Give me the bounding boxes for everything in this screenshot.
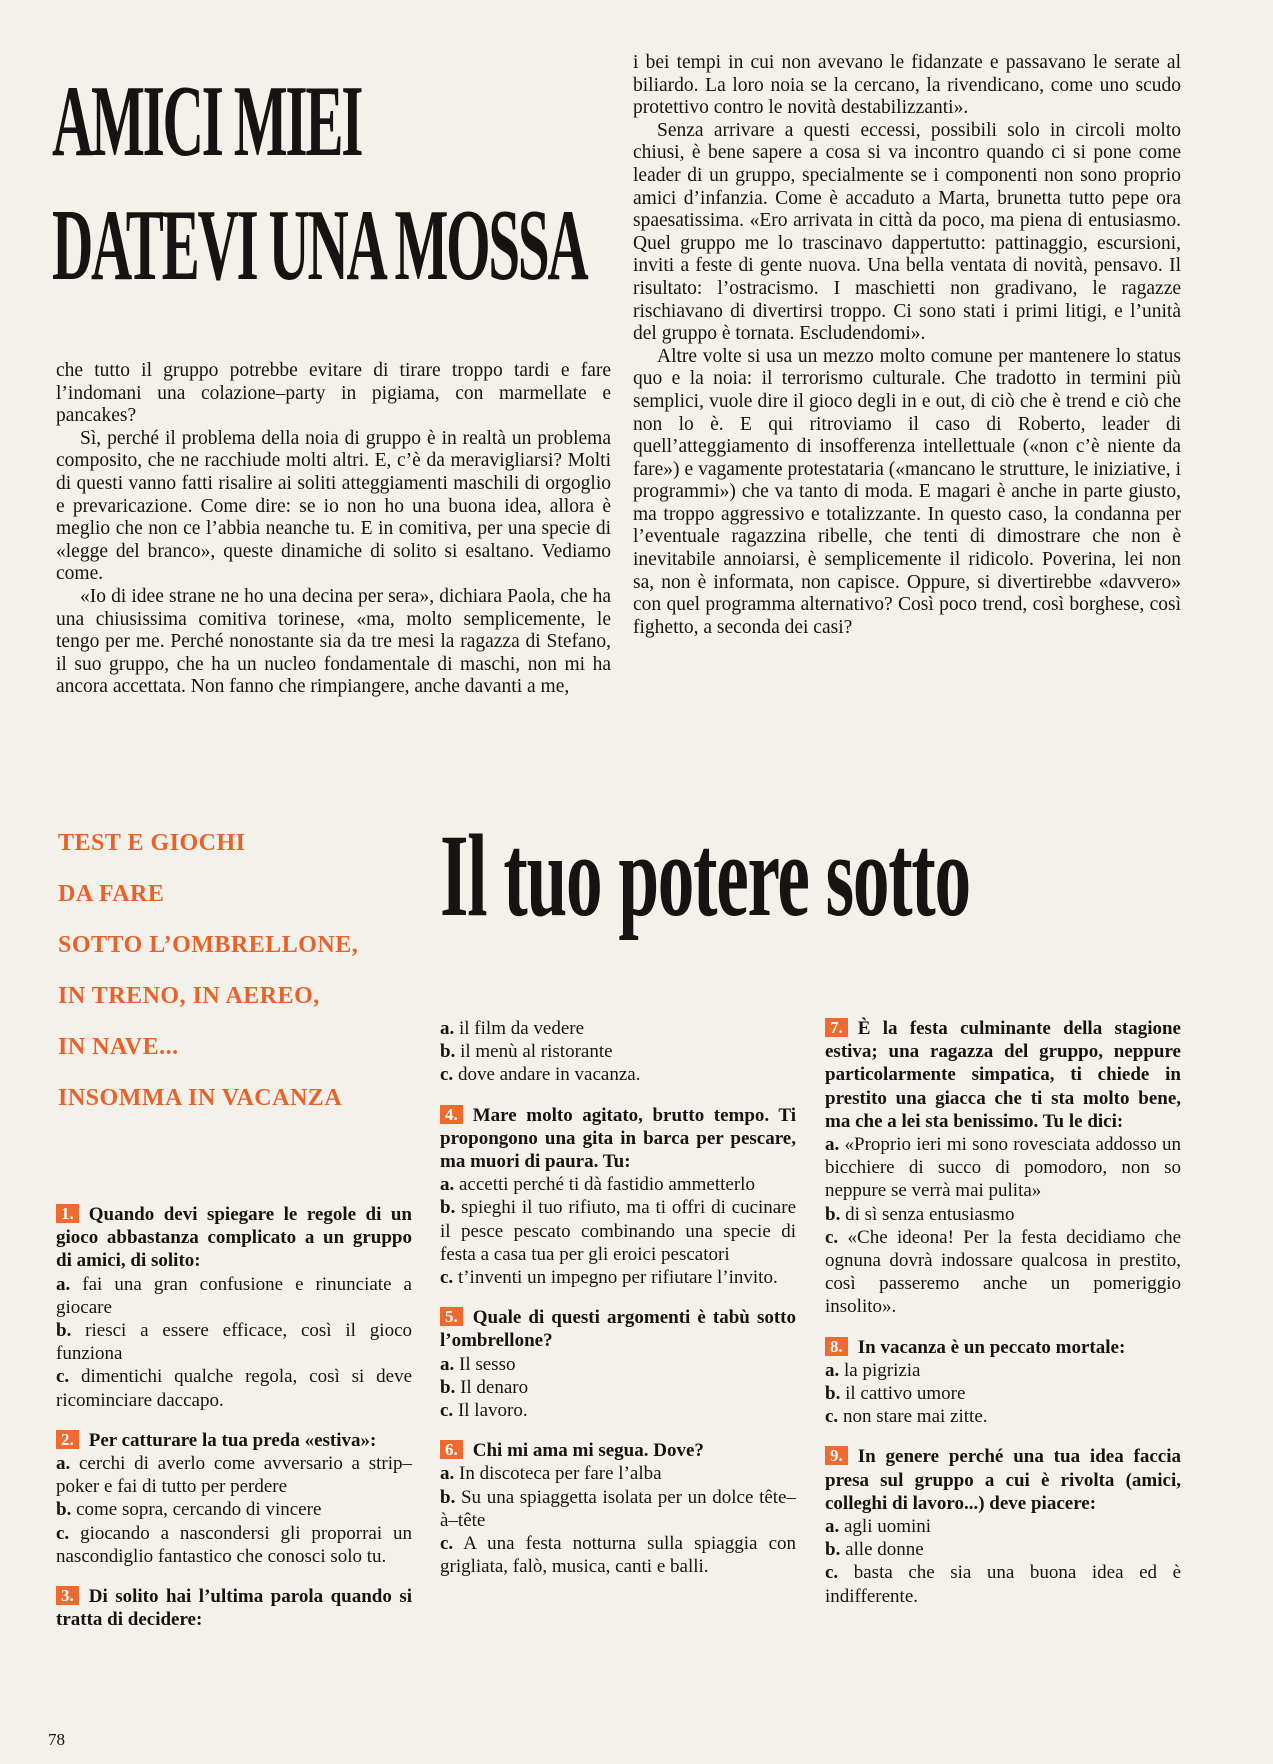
option-c: c. basta che sia una buona idea ed è indifferente. bbox=[825, 1562, 1182, 1607]
question-8 bbox=[825, 1336, 1181, 1429]
question-text: 5. Quale di questi argomenti è tabù sotto l’ombrellone? bbox=[440, 1307, 796, 1352]
paragraph: Altre volte si usa un mezzo molto comune per mantenere lo status quo e la noia: il terrorismo culturale. Che tradotto in termini più semplici, vuole dire il gioco degli in e out, di ciò che è trend e ciò che non lo è. E qui ritroviamo il caso di Roberto, leader di quell’atteggiamento di insofferenza intellettuale («non c’è niente da fare») e vagamente protestataria («mancano le strutture, le iniziative, i programmi») che va tanto di moda. E magari è anche in parte giusto, ma troppo aggressivo e totalizzante. In questo caso, la condanna per l’eventuale ragazzina ribelle, che tenti di dimostrare che non è inevitabile annoiarsi, è semplicemente il ridicolo. Poverina, lei non sa, non è informata, non capisce. Oppure, si divertirebbe «davvero» con quel programma alternativo? Così poco trend, così borghese, così fighetto, a seconda dei casi? bbox=[633, 345, 1181, 638]
question-7 bbox=[825, 1017, 1181, 1319]
question-3 bbox=[56, 1585, 412, 1631]
question-number: 9. bbox=[825, 1446, 848, 1465]
question-number: 6. bbox=[440, 1440, 463, 1459]
quiz-column-1 bbox=[56, 1203, 412, 1648]
question-number: 8. bbox=[825, 1337, 848, 1356]
quiz-column-2 bbox=[440, 1017, 796, 1595]
option-c: c. dove andare in vacanza. bbox=[440, 1064, 641, 1086]
option-c: c. non stare mai zitte. bbox=[825, 1406, 988, 1428]
page-number: 78 bbox=[48, 1730, 65, 1749]
kicker-line: IN TRENO, IN AEREO, bbox=[58, 983, 320, 1009]
option-b: b. Il denaro bbox=[440, 1376, 529, 1398]
option-a: a. Il sesso bbox=[440, 1353, 516, 1375]
question-3-options bbox=[440, 1017, 796, 1087]
article-column-right bbox=[633, 52, 1181, 639]
option-b: b. spieghi il tuo rifiuto, ma ti offri di cucinare il pesce pescato combinando una specie di festa a casa tua per gli eroici pescatori bbox=[440, 1197, 797, 1265]
article-title-line-1: AMICI MIEI bbox=[52, 65, 362, 178]
quiz-kicker bbox=[58, 818, 418, 1124]
option-a: a. «Proprio ieri mi sono rovesciata addosso un bicchiere di succo di pomodoro, non so neppure se verrà mai pulita» bbox=[825, 1134, 1181, 1202]
question-6 bbox=[440, 1439, 796, 1578]
question-text: 7. È la festa culminante della stagione estiva; una ragazza del gruppo, neppure particolarmente simpatica, ti chiede in prestito una giacca che ti sta molto bene, ma che a lei sta benissimo. Tu le dici: bbox=[825, 1018, 1181, 1132]
option-c: c. A una festa notturna sulla spiaggia con grigliata, falò, musica, canti e balli. bbox=[440, 1533, 796, 1578]
question-number: 7. bbox=[825, 1018, 848, 1037]
option-c: c. dimentichi qualche regola, così si deve ricominciare daccapo. bbox=[56, 1366, 412, 1411]
option-b: b. alle donne bbox=[825, 1539, 924, 1561]
article-title bbox=[52, 60, 587, 308]
kicker-line: SOTTO L’OMBRELLONE, bbox=[58, 932, 359, 958]
question-text: 1. Quando devi spiegare le regole di un gioco abbastanza complicato a un gruppo di amici, di solito: bbox=[56, 1204, 412, 1272]
paragraph: Sì, perché il problema della noia di gruppo è in realtà un problema composito, che ne racchiude molti altri. E, c’è da meravigliarsi? Molti di questi vanno fatti risalire ai soliti atteggiamenti maschili di orgoglio e prevaricazione. Come dire: se io non ho una buona idea, allora è meglio che non ce l’abbia neanche tu. E in comitiva, per una specie di «legge del branco», queste dinamiche di solito si esaltano. Vediamo come. bbox=[56, 427, 611, 585]
question-text: 8. In vacanza è un peccato mortale: bbox=[825, 1336, 1181, 1359]
question-9 bbox=[825, 1445, 1181, 1607]
question-text: 2. Per catturare la tua preda «estiva»: bbox=[56, 1429, 412, 1452]
option-c: c. t’inventi un impegno per rifiutare l’invito. bbox=[440, 1267, 778, 1289]
question-4 bbox=[440, 1104, 796, 1290]
option-b: b. come sopra, cercando di vincere bbox=[56, 1499, 322, 1521]
question-number: 4. bbox=[440, 1105, 463, 1124]
question-number: 5. bbox=[440, 1307, 463, 1326]
question-2 bbox=[56, 1429, 412, 1568]
article-title-line-2: DATEVI UNA MOSSA bbox=[52, 189, 587, 302]
question-1 bbox=[56, 1203, 412, 1412]
option-a: a. la pigrizia bbox=[825, 1359, 921, 1381]
question-text: 6. Chi mi ama mi segua. Dove? bbox=[440, 1439, 796, 1462]
question-number: 3. bbox=[56, 1586, 79, 1605]
paragraph: i bei tempi in cui non avevano le fidanzate e passavano le serate al biliardo. La loro noia se la cercano, la rivendicano, come uno scudo protettivo contro le novità destabilizzanti». bbox=[633, 52, 1181, 119]
question-text: 3. Di solito hai l’ultima parola quando si tratta di decidere: bbox=[56, 1586, 412, 1631]
question-5 bbox=[440, 1306, 796, 1422]
question-number: 1. bbox=[56, 1204, 79, 1223]
option-c: c. giocando a nascondersi gli proporrai un nascondiglio fantastico che conosci solo tu. bbox=[56, 1522, 413, 1567]
quiz-title: Il tuo potere sotto bbox=[440, 810, 970, 941]
option-a: a. il film da vedere bbox=[440, 1018, 585, 1039]
option-b: b. riesci a essere efficace, così il gioco funziona bbox=[56, 1320, 412, 1365]
option-c: c. «Che ideona! Per la festa decidiamo che ognuna dovrà indossare qualcosa in prestito, così passeremo anche un pomeriggio insolito». bbox=[825, 1226, 1181, 1318]
kicker-line: INSOMMA IN VACANZA bbox=[58, 1085, 343, 1111]
option-c: c. Il lavoro. bbox=[440, 1400, 528, 1422]
quiz-column-3 bbox=[825, 1017, 1181, 1625]
question-number: 2. bbox=[56, 1430, 79, 1449]
option-b: b. di sì senza entusiasmo bbox=[825, 1203, 1015, 1225]
question-text: 4. Mare molto agitato, brutto tempo. Ti propongono una gita in barca per pescare, ma muori di paura. Tu: bbox=[440, 1104, 796, 1173]
article-column-left bbox=[56, 360, 611, 699]
option-b: b. il menù al ristorante bbox=[440, 1041, 613, 1063]
option-b: b. il cattivo umore bbox=[825, 1383, 966, 1405]
kicker-line: TEST E GIOCHI bbox=[58, 830, 246, 856]
paragraph: che tutto il gruppo potrebbe evitare di tirare troppo tardi e fare l’indomani una colazione–party in pigiama, con marmellate e pancakes? bbox=[56, 360, 611, 427]
paragraph: Senza arrivare a questi eccessi, possibili solo in circoli molto chiusi, è bene sapere a cosa si va incontro quando ci si pone come leader di un gruppo, specialmente se i componenti non sono proprio amici d’infanzia. Come è accaduto a Marta, brunetta tutto pepe ora spaesatissima. «Ero arrivata in città da poco, ma piena di entusiasmo. Quel gruppo me lo trascinavo dappertutto: pattinaggio, escursioni, inviti a feste di gente nuova. Una bella ventata di novità, pensavo. Il risultato: l’ostracismo. I maschietti non gradivano, le ragazze rischiavano di divertirsi troppo. Ci sono stati i primi litigi, e l’unità del gruppo è tornata. Escludendomi». bbox=[633, 119, 1181, 345]
option-a: a. agli uomini bbox=[825, 1516, 932, 1538]
kicker-line: IN NAVE... bbox=[58, 1034, 179, 1060]
option-a: a. fai una gran confusione e rinunciate a giocare bbox=[56, 1273, 412, 1318]
option-b: b. Su una spiaggetta isolata per un dolce tête–à–tête bbox=[440, 1486, 796, 1531]
question-text: 9. In genere perché una tua idea faccia presa sul gruppo a cui è rivolta (amici, colleghi di lavoro...) deve piacere: bbox=[825, 1446, 1181, 1514]
option-a: a. cerchi di averlo come avversario a strip–poker e fai di tutto per perdere bbox=[56, 1453, 413, 1498]
option-a: a. In discoteca per fare l’alba bbox=[440, 1463, 662, 1485]
option-a: a. accetti perché ti dà fastidio ammetterlo bbox=[440, 1174, 755, 1196]
kicker-line: DA FARE bbox=[58, 881, 165, 907]
paragraph: «Io di idee strane ne ho una decina per sera», dichiara Paola, che ha una chiusissima comitiva torinese, «ma, molto semplicemente, le tengo per me. Perché nonostante sia da tre mesi la ragazza di Stefano, il suo gruppo, che ha un nucleo fondamentale di maschi, non mi ha ancora accettata. Non fanno che rimpiangere, anche davanti a me, bbox=[56, 585, 611, 698]
